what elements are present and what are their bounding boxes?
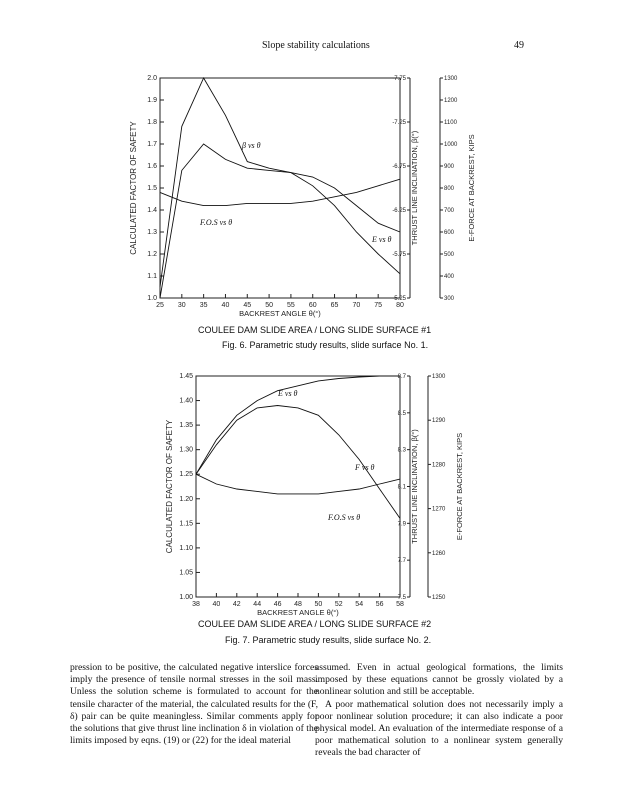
fig7-caption: Fig. 7. Parametric study results, slide surface No. 2. bbox=[225, 635, 432, 645]
fig7-x-tick-label: 50 bbox=[314, 601, 323, 608]
fig6-outer-tick-label: 1000 bbox=[444, 142, 458, 148]
fig7-inner-tick-label: 8.3 bbox=[397, 447, 406, 454]
fig7-x-tick-label: 48 bbox=[294, 601, 302, 608]
fig7-series-annotation: F vs θ bbox=[355, 463, 375, 472]
fig7-x-axis-label: BACKREST ANGLE θ(°) bbox=[257, 608, 339, 617]
fig7-x-tick-label: 52 bbox=[334, 601, 343, 608]
fig6-x-tick-label: 80 bbox=[396, 302, 404, 309]
fig6-inner-tick-label: -6.75 bbox=[392, 164, 406, 170]
fig7-series-annotation: F.O.S vs θ bbox=[328, 513, 361, 522]
running-title: Slope stability calculations bbox=[262, 40, 370, 51]
fig7-inner-tick-label: 8.1 bbox=[397, 484, 406, 491]
fig7-y-tick-label: 1.15 bbox=[179, 520, 193, 528]
fig6-y-tick-label: 1.8 bbox=[147, 119, 157, 126]
fig6-x-tick-label: 70 bbox=[352, 302, 361, 309]
fig6-inner-axis-label: THRUST LINE INCLINATION, β(°) bbox=[410, 130, 419, 246]
fig6-y-tick-label: 1.3 bbox=[147, 229, 157, 236]
fig7-y-tick-label: 1.20 bbox=[179, 495, 193, 503]
fig7-x-tick-label: 44 bbox=[253, 601, 262, 608]
fig7-y-tick-label: 1.40 bbox=[179, 397, 193, 405]
fig7-x-tick-label: 58 bbox=[396, 601, 404, 608]
fig6-outer-tick-label: 500 bbox=[444, 252, 455, 258]
fig6-inner-tick-label: -5.25 bbox=[392, 296, 406, 302]
fig7-outer-axis-label: E-FORCE AT BACKREST, KIPS bbox=[455, 432, 464, 541]
fig6-series-line bbox=[160, 78, 400, 287]
fig7-x-tick-label: 40 bbox=[212, 601, 221, 608]
fig7-y-tick-label: 1.10 bbox=[179, 544, 193, 552]
fig7-series-line bbox=[196, 406, 400, 519]
fig6-inner-tick-label: -6.25 bbox=[392, 208, 406, 214]
fig7-outer-tick-label: 1260 bbox=[432, 550, 446, 557]
fig7-inner-tick-label: 8.5 bbox=[397, 410, 406, 417]
fig7-y-tick-label: 1.05 bbox=[179, 569, 193, 577]
fig6-y-tick-label: 1.9 bbox=[147, 97, 157, 104]
fig6-x-tick-label: 45 bbox=[243, 302, 252, 309]
fig6-outer-tick-label: 300 bbox=[444, 296, 455, 302]
fig7-series-line bbox=[196, 474, 400, 494]
fig6-x-tick-label: 55 bbox=[287, 302, 295, 309]
fig6-inner-tick-label: -7.75 bbox=[392, 76, 406, 82]
fig6-series-annotation: β vs θ bbox=[242, 141, 261, 150]
fig7-inner-axis-label: THRUST LINE INCLINATION, β(°) bbox=[410, 429, 419, 544]
fig6-series-line bbox=[160, 179, 400, 205]
fig6-subtitle: COULEE DAM SLIDE AREA / LONG SLIDE SURFACE #1 bbox=[198, 325, 432, 335]
fig7-series-annotation: E vs θ bbox=[278, 389, 298, 398]
fig6-x-tick-label: 35 bbox=[199, 302, 208, 309]
fig7-subtitle: COULEE DAM SLIDE AREA / LONG SLIDE SURFACE #2 bbox=[198, 619, 432, 629]
fig7-y-axis-label: CALCULATED FACTOR OF SAFETY bbox=[165, 419, 174, 554]
fig6-caption: Fig. 6. Parametric study results, slide surface No. 1. bbox=[222, 340, 429, 350]
fig6-y-tick-label: 1.1 bbox=[147, 273, 157, 280]
fig7-inner-tick-label: 8.7 bbox=[397, 374, 406, 380]
fig6-x-tick-label: 75 bbox=[374, 302, 383, 309]
paragraph: assumed. Even in actual geological formations, the limits imposed by these equations cannot be grossly violated by a nonlinear solution and still be acceptable. bbox=[315, 662, 563, 698]
fig6-x-tick-label: 30 bbox=[177, 302, 186, 309]
fig6-x-tick-label: 40 bbox=[221, 302, 230, 309]
fig6-outer-tick-label: 1300 bbox=[444, 76, 458, 82]
fig6-x-tick-label: 25 bbox=[156, 302, 164, 309]
fig7-series-line bbox=[196, 376, 400, 474]
fig6-y-tick-label: 1.2 bbox=[147, 251, 157, 258]
fig6-y-tick-label: 1.5 bbox=[147, 185, 157, 192]
fig7-y-tick-label: 1.45 bbox=[179, 373, 193, 380]
fig6-outer-tick-label: 1200 bbox=[444, 98, 458, 104]
fig7-y-tick-label: 1.00 bbox=[179, 594, 193, 601]
fig6-outer-tick-label: 800 bbox=[444, 186, 455, 192]
fig7-outer-tick-label: 1300 bbox=[432, 374, 446, 380]
fig7-y-tick-label: 1.35 bbox=[179, 422, 193, 430]
paragraph: A poor mathematical solution does not necessarily imply a poor nonlinear solution procedure; it can also indicate a poor physical model. An evaluation of the intermediate response of a poor mathematical solution to a nonlinear system generally reveals the bad character of bbox=[315, 698, 563, 759]
fig7-inner-tick-label: 7.5 bbox=[397, 595, 406, 601]
fig7-x-tick-label: 46 bbox=[273, 601, 282, 608]
fig6-x-tick-label: 50 bbox=[265, 302, 273, 309]
text-column-right bbox=[315, 662, 563, 760]
fig6-series-annotation: E vs θ bbox=[372, 235, 392, 244]
page-number: 49 bbox=[514, 40, 524, 51]
fig6-y-tick-label: 2.0 bbox=[147, 75, 157, 82]
fig6-y-tick-label: 1.4 bbox=[147, 207, 157, 214]
fig6-outer-tick-label: 900 bbox=[444, 164, 455, 170]
fig6-x-tick-label: 65 bbox=[330, 302, 339, 309]
fig7-x-tick-label: 38 bbox=[192, 601, 200, 608]
fig6-plot-frame bbox=[160, 78, 400, 298]
fig7-x-tick-label: 54 bbox=[355, 601, 364, 608]
fig6-y-tick-label: 1.6 bbox=[147, 163, 157, 170]
fig6-outer-tick-label: 700 bbox=[444, 208, 455, 214]
fig6-y-axis-label: CALCULATED FACTOR OF SAFETY bbox=[129, 121, 138, 255]
fig6-y-tick-label: 1.7 bbox=[147, 141, 157, 148]
fig6-outer-tick-label: 400 bbox=[444, 274, 455, 280]
fig6-outer-tick-label: 1100 bbox=[444, 120, 457, 126]
fig7-inner-tick-label: 7.9 bbox=[397, 521, 406, 528]
fig7-outer-tick-label: 1250 bbox=[432, 595, 446, 601]
text-column-left bbox=[70, 662, 318, 747]
fig7-y-tick-label: 1.25 bbox=[179, 471, 193, 479]
fig6-series-line bbox=[160, 144, 400, 298]
fig6-x-axis-label: BACKREST ANGLE θ(°) bbox=[239, 309, 321, 318]
fig6-series-annotation: F.O.S vs θ bbox=[200, 218, 233, 227]
fig6-outer-tick-label: 600 bbox=[444, 230, 455, 236]
fig7-inner-tick-label: 7.7 bbox=[397, 558, 406, 565]
fig7-x-tick-label: 56 bbox=[375, 601, 384, 608]
fig6-x-tick-label: 60 bbox=[308, 302, 317, 309]
fig7-y-tick-label: 1.30 bbox=[179, 446, 193, 454]
fig7-outer-tick-label: 1280 bbox=[432, 462, 446, 469]
fig6-outer-axis-label: E-FORCE AT BACKREST, KIPS bbox=[467, 134, 476, 242]
fig7-outer-tick-label: 1270 bbox=[432, 506, 446, 513]
paragraph: pression to be positive, the calculated negative interslice forces imply the presence of tensile normal stresses in the soil mass. Unless the solution scheme is formulated to account for the tensile character of the material, the calculated results for the (F, δ) pair can be quite meaningless. Similar comments apply for the solutions that give thrust line inclination δ in violation of the limits imposed by eqns. (19) or (22) for the ideal material bbox=[70, 662, 318, 747]
fig6-inner-tick-label: -5.75 bbox=[392, 252, 406, 258]
fig7-outer-tick-label: 1290 bbox=[432, 418, 446, 425]
fig6-inner-tick-label: -7.25 bbox=[392, 120, 406, 126]
fig6-y-tick-label: 1.0 bbox=[147, 295, 157, 302]
fig7-x-tick-label: 42 bbox=[232, 601, 241, 608]
